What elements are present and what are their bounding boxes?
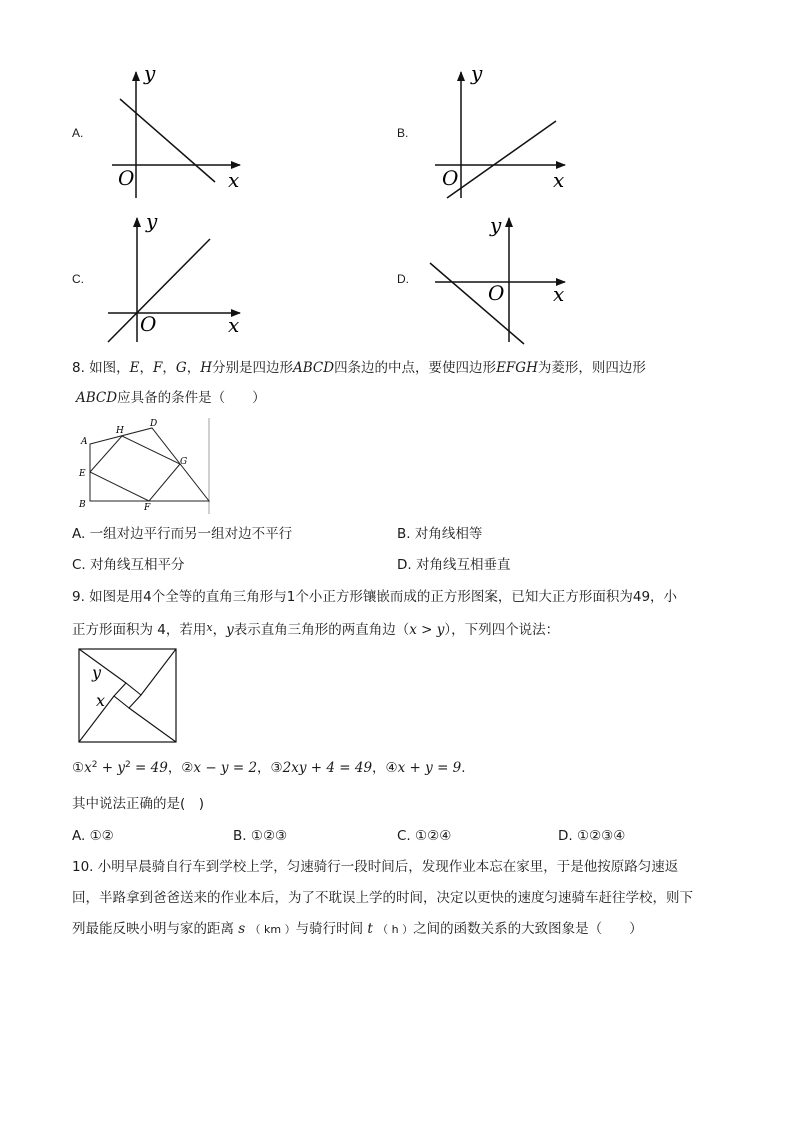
y-axis-label: y [146,209,158,233]
q8-option-c[interactable]: C. 对角线互相平分 [72,557,185,573]
label-a: A [81,437,88,447]
option-a-graph [100,62,260,202]
label-f: F [144,503,151,513]
option-b-graph [425,62,585,202]
label-g: G [180,457,188,467]
label-y: y [92,663,102,682]
label-x: x [96,691,106,710]
q9-stem-line2: 正方形面积为 4，若用$^x$，y表示直角三角形的两直角边（x > y），下列四个说法： [72,621,560,638]
label-b: B [79,500,86,510]
label-d: D [150,419,158,429]
x-axis-label: x [228,168,240,192]
origin-label: O [488,281,505,305]
x-axis-label: x [553,282,565,306]
option-a-label: A. [72,126,84,140]
y-axis-label: y [490,213,502,237]
q10-stem-line1: 10. 小明早晨骑自行车到学校上学，匀速骑行一段时间后，发现作业本忘在家里，于是他按原路匀速返 [72,859,679,875]
origin-label: O [118,166,135,190]
x-axis-label: x [553,168,565,192]
option-b-label: B. [397,126,409,140]
q8-option-d[interactable]: D. 对角线互相垂直 [397,557,511,573]
quadrilateral-abcd [90,428,209,501]
y-axis-label: y [144,62,156,85]
y-axis-label: y [471,62,483,85]
function-line [430,263,524,344]
q9-option-c[interactable]: C. ①②④ [397,828,452,844]
label-e: E [79,469,86,479]
origin-label: O [140,312,157,336]
option-c-label: C. [72,272,84,286]
label-h: H [116,426,124,436]
q9-option-b[interactable]: B. ①②③ [233,828,288,844]
small-square [114,683,141,708]
q10-stem-line3: 列最能反映小明与家的距离 s （ km ）与骑行时间 t （ h ）之间的函数关系的大致图象是（ ） [72,921,643,937]
x-axis-label: x [228,313,240,337]
origin-label: O [442,166,459,190]
q8-quadrilateral-figure [72,414,217,516]
q9-square-figure [78,648,178,744]
option-c-graph [100,206,260,346]
q9-stem-line1: 9. 如图是用4个全等的直角三角形与1个小正方形镶嵌而成的正方形图案，已知大正方形面积为49，小 [72,589,678,605]
option-d-graph [425,206,585,346]
option-d-label: D. [397,272,409,286]
q9-option-a[interactable]: A. ①② [72,828,114,844]
q8-option-b[interactable]: B. 对角线相等 [397,526,483,542]
quadrilateral-efgh [90,436,180,501]
q10-stem-line2: 回，半路拿到爸爸送来的作业本后，为了不耽误上学的时间，决定以更快的速度匀速骑车赶往学校，则下 [72,890,693,906]
q8-option-a[interactable]: A. 一组对边平行而另一组对边不平行 [72,526,293,542]
q8-stem-line2: ABCD应具备的条件是（ ） [76,390,266,406]
function-line [108,239,210,342]
q8-stem-line1: 8. 如图，E，F，G，H分别是四边形ABCD四条边的中点，要使四边形EFGH为菱形，则四边形 [72,360,646,376]
q9-statements: $①x^2 + y^2 = 49$，②x − y = 2，③2xy + 4 = 49，④x + y = 9. [72,760,466,776]
q9-option-d[interactable]: D. ①②③④ [558,828,626,844]
q9-question: 其中说法正确的是( ) [72,796,205,812]
function-line [447,121,556,198]
